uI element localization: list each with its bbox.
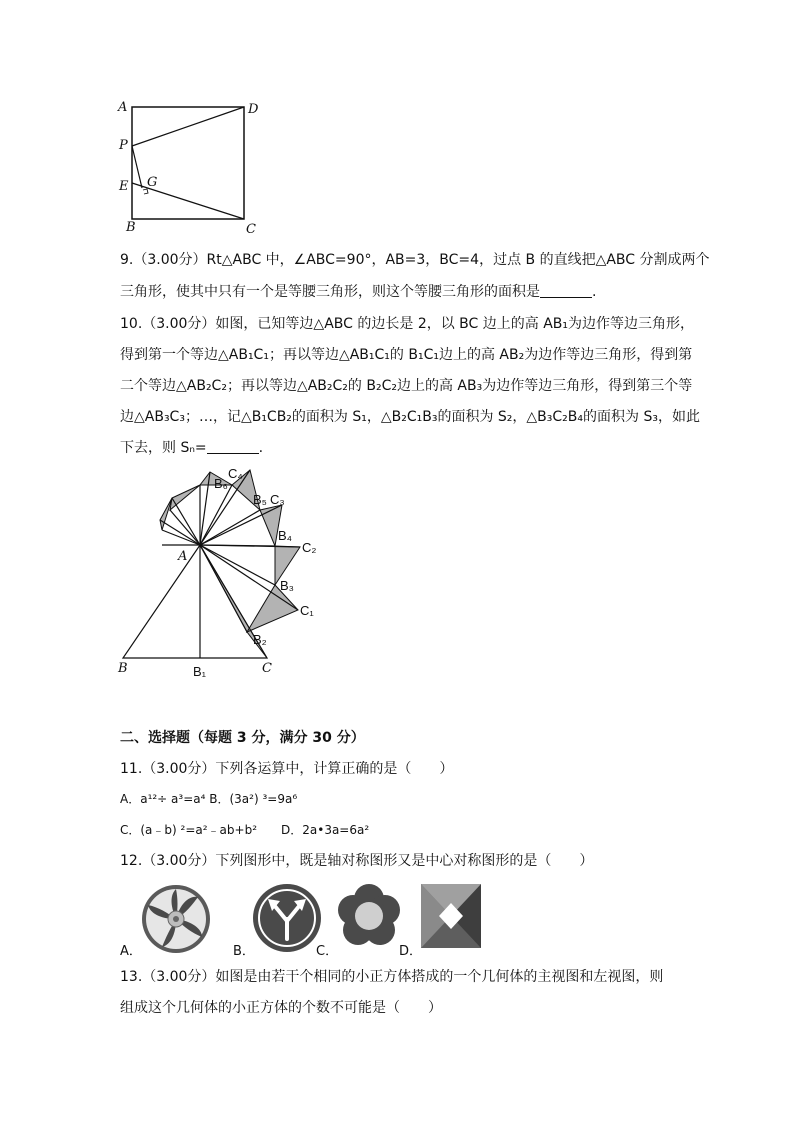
q12-option-c-label[interactable]: C．	[316, 944, 339, 959]
option-a-fan-icon	[140, 883, 212, 955]
q9-line2	[120, 282, 596, 302]
q12-option-d-label[interactable]: D．	[399, 944, 423, 959]
q11-options-cd: C．(a﹣b) ²=a²﹣ab+b² D．2a•3a=6a²	[120, 823, 370, 837]
label-D: D	[248, 102, 259, 117]
section-heading: 二、选择题（每题 3 分，满分 30 分）	[120, 730, 365, 746]
label-B3: B₃	[280, 578, 294, 593]
option-b-arrow-sign-icon	[252, 883, 322, 953]
label-C2sub: C₂	[302, 540, 317, 555]
square-figure	[110, 95, 270, 240]
label-A: A	[118, 100, 128, 115]
label-P: P	[119, 138, 128, 153]
q10-line4: 边△AB₃C₃；…，记△B₁CB₂的面积为 S₁，△B₂C₁B₃的面积为 S₂，△B₃C₂B₄的面积为 S₃，如此	[120, 409, 700, 425]
q13-line1: 13.（3.00分）如图是由若干个相同的小正方体搭成的一个几何体的主视图和左视图，则	[120, 969, 664, 985]
label-B2sub: B₂	[253, 632, 267, 647]
q9-answer-blank[interactable]	[540, 283, 592, 298]
option-c-flower-icon	[336, 882, 402, 952]
q9-line1: 9.（3.00分）Rt△ABC 中，∠ABC=90°，AB=3，BC=4，过点 B 的直线把△ABC 分割成两个	[120, 252, 710, 268]
q11-options-ab: A．a¹²÷ a³=a⁴ B．(3a²) ³=9a⁶	[120, 792, 298, 806]
label-C3: C₃	[270, 492, 285, 507]
shaded-triangle-8	[160, 498, 172, 530]
q10-line1: 10.（3.00分）如图，已知等边△ABC 的边长是 2，以 BC 边上的高 AB₁为边作等边三角形，	[120, 316, 694, 332]
q10-end: .	[258, 440, 264, 456]
label-B5: B₅	[253, 492, 267, 507]
shaded-triangle-7	[170, 485, 200, 510]
q12-option-a-label[interactable]: A．	[120, 944, 142, 959]
q9-line2-text: 三角形，使其中只有一个是等腰三角形，则这个等腰三角形的面积是	[120, 284, 540, 300]
label-B1: B₁	[193, 664, 207, 679]
spiral-triangle-figure	[110, 460, 340, 685]
label-A2: A	[178, 549, 188, 564]
label-E: E	[119, 179, 129, 194]
q12-stem: 12.（3.00分）下列图形中，既是轴对称图形又是中心对称图形的是（ ）	[120, 853, 594, 869]
label-C4: C₄	[228, 466, 243, 481]
q12-option-b-label[interactable]: B．	[233, 944, 255, 959]
q10-line2: 得到第一个等边△AB₁C₁；再以等边△AB₁C₁的 B₁C₁边上的高 AB₂为边作等边三角形，得到第	[120, 347, 693, 363]
label-C: C	[246, 222, 256, 237]
label-G: G	[147, 175, 158, 190]
q10-line5-text: 下去，则 Sₙ=	[120, 440, 207, 456]
label-B: B	[126, 220, 136, 235]
label-B2: B	[118, 661, 128, 676]
label-C1: C₁	[300, 603, 314, 618]
option-d-pinwheel-square-icon	[420, 883, 482, 949]
q13-line2: 组成这个几何体的小正方体的个数不可能是（ ）	[120, 1000, 442, 1016]
q10-answer-blank[interactable]	[207, 439, 259, 454]
q10-line3: 二个等边△AB₂C₂；再以等边△AB₂C₂的 B₂C₂边上的高 AB₃为边作等边三角形，得到第三个等	[120, 378, 693, 394]
q10-line5	[120, 438, 263, 458]
label-C2: C	[262, 661, 272, 676]
label-B6: B₆	[214, 476, 228, 491]
label-B4: B₄	[278, 528, 292, 543]
q9-end: .	[592, 284, 597, 300]
q11-stem: 11.（3.00分）下列各运算中，计算正确的是（ ）	[120, 761, 454, 777]
